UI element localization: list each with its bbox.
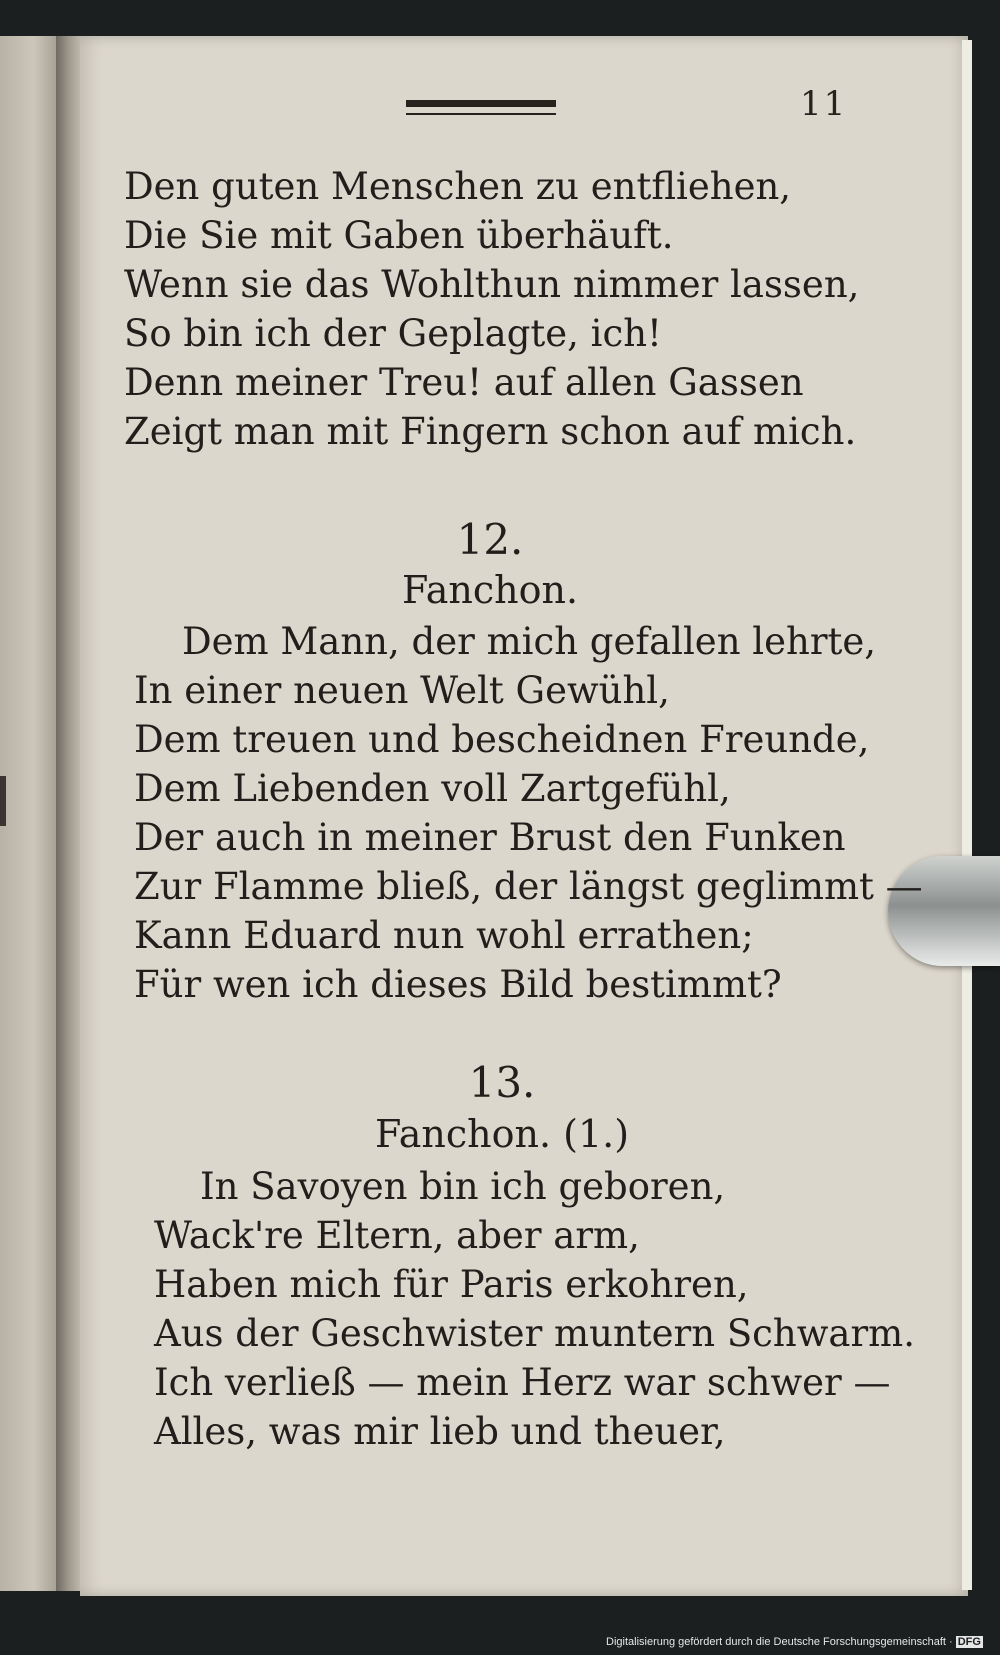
verse-line: Wenn sie das Wohlthun nimmer lassen, [124,263,860,306]
verse-line: Die Sie mit Gaben überhäuft. [124,214,674,257]
verse-line: Wack're Eltern, aber arm, [154,1214,640,1257]
verse-line: Den guten Menschen zu entfliehen, [124,165,792,208]
verse-line: Ich verließ — mein Herz war schwer — [154,1361,891,1404]
verse-line: So bin ich der Geplagte, ich! [124,312,662,355]
credit-text: Digitalisierung gefördert durch die Deutsche Forschungsgemeinschaft · [606,1636,953,1648]
verse-line: Dem Liebenden voll Zartgefühl, [134,767,731,810]
poem-13-verse [154,1162,915,1456]
verse-line: Alles, was mir lieb und theuer, [154,1410,726,1453]
verse-line: Aus der Geschwister muntern Schwarm. [154,1312,915,1355]
verse-line: Dem treuen und bescheidnen Freunde, [134,718,870,761]
poem-12-verse [134,617,923,1009]
poem-number-12: 12. [456,515,524,564]
ornament-thin-rule [406,113,556,115]
book-gutter [56,36,80,1591]
poem-title-12: Fanchon. [401,568,579,612]
verse-line: Der auch in meiner Brust den Funken [134,816,846,859]
header-ornament-rule [406,100,556,115]
poem-number-13: 13. [468,1058,536,1107]
page-edge [962,40,972,1590]
verse-line: In Savoyen bin ich geboren, [200,1165,726,1208]
previous-page-edge [0,36,56,1591]
verse-line: Zur Flamme bließ, der längst geglimmt — [134,865,923,908]
verse-line: Denn meiner Treu! auf allen Gassen [124,361,804,404]
previous-page-mark [0,776,6,826]
verse-line: In einer neuen Welt Gewühl, [134,669,670,712]
page-number: 11 [800,84,848,124]
ornament-thick-rule [406,100,556,107]
verse-line: Dem Mann, der mich gefallen lehrte, [182,620,877,663]
continuation-verse [124,162,859,456]
verse-line: Zeigt man mit Fingern schon auf mich. [124,410,857,453]
dfg-logo: DFG [957,1636,981,1648]
verse-line: Für wen ich dieses Bild bestimmt? [134,963,782,1006]
verse-line: Kann Eduard nun wohl errathen; [134,914,754,957]
poem-title-13: Fanchon. (1.) [374,1112,630,1156]
digitization-credit [606,1636,983,1648]
verse-line: Haben mich für Paris erkohren, [154,1263,749,1306]
